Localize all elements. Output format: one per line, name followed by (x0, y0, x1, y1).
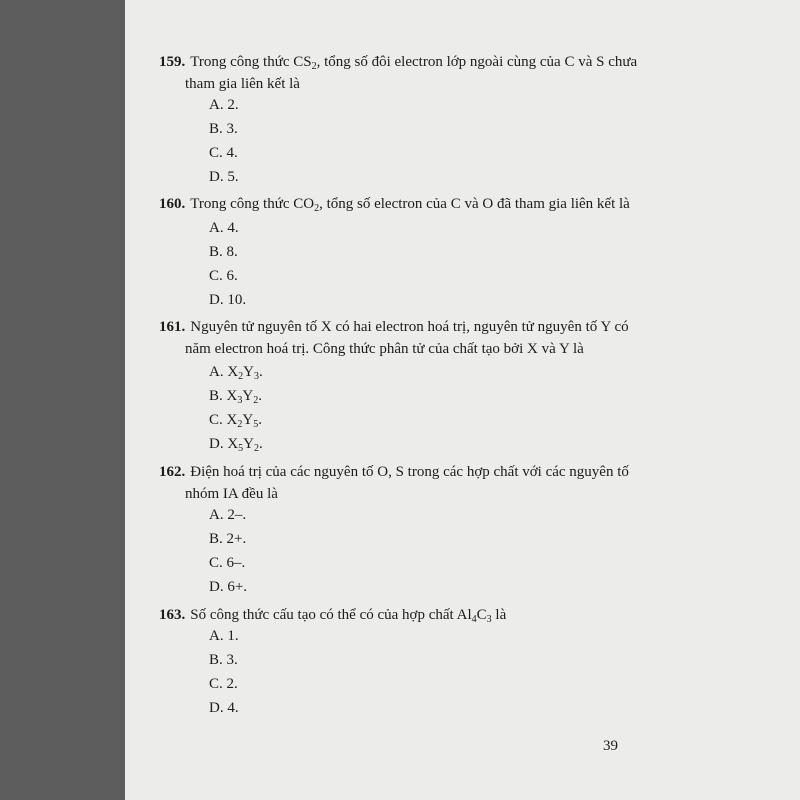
option-c: C. $X_2Y_5$. (209, 412, 262, 430)
option-a: A. 2. (209, 97, 239, 113)
question-text: Trong công thức $CO_2$, tổng số electron của C và O đã tham gia liên kết là (190, 196, 630, 214)
option-b: B. 3. (209, 652, 238, 668)
question-162 (159, 461, 659, 505)
question-number: 161. (159, 319, 186, 335)
question-text: Số công thức cấu tạo có thể có của hợp chất $Al_4C_3$ là (190, 607, 507, 625)
option-c: C. 4. (209, 145, 238, 161)
question-text: Trong công thức $CS_2$, tổng số đôi electron lớp ngoài cùng của C và S chưa (190, 54, 638, 72)
option-c: C. 2. (209, 676, 238, 692)
question-text-continued: nhóm IA đều là (185, 486, 278, 502)
question-160 (159, 193, 659, 215)
option-a: A. 4. (209, 220, 239, 236)
option-c: C. 6. (209, 268, 238, 284)
question-text: Nguyên tử nguyên tố X có hai electron hoá trị, nguyên tử nguyên tố Y có (190, 319, 629, 335)
option-d: D. 6+. (209, 579, 248, 595)
option-b: B. 8. (209, 244, 238, 260)
option-a: A. 2–. (209, 507, 247, 523)
option-a: A. $X_2Y_3$. (209, 364, 263, 382)
question-number: 160. (159, 196, 186, 212)
question-number: 159. (159, 54, 186, 70)
question-text-continued: năm electron hoá trị. Công thức phân tử của chất tạo bởi X và Y là (185, 341, 584, 357)
question-163 (159, 604, 659, 626)
question-161 (159, 316, 659, 360)
page-number: 39 (603, 738, 618, 754)
option-d: D. $X_5Y_2$. (209, 436, 263, 454)
option-b: B. 2+. (209, 531, 247, 547)
option-b: B. $X_3Y_2$. (209, 388, 262, 406)
question-159 (159, 51, 659, 95)
option-d: D. 5. (209, 169, 239, 185)
option-d: D. 10. (209, 292, 247, 308)
option-a: A. 1. (209, 628, 239, 644)
option-c: C. 6–. (209, 555, 246, 571)
option-b: B. 3. (209, 121, 238, 137)
question-number: 163. (159, 607, 186, 623)
book-page (125, 0, 800, 800)
question-number: 162. (159, 464, 186, 480)
question-text: Điện hoá trị của các nguyên tố O, S trong các hợp chất với các nguyên tố (190, 464, 629, 480)
option-d: D. 4. (209, 700, 239, 716)
question-text-continued: tham gia liên kết là (185, 76, 300, 92)
